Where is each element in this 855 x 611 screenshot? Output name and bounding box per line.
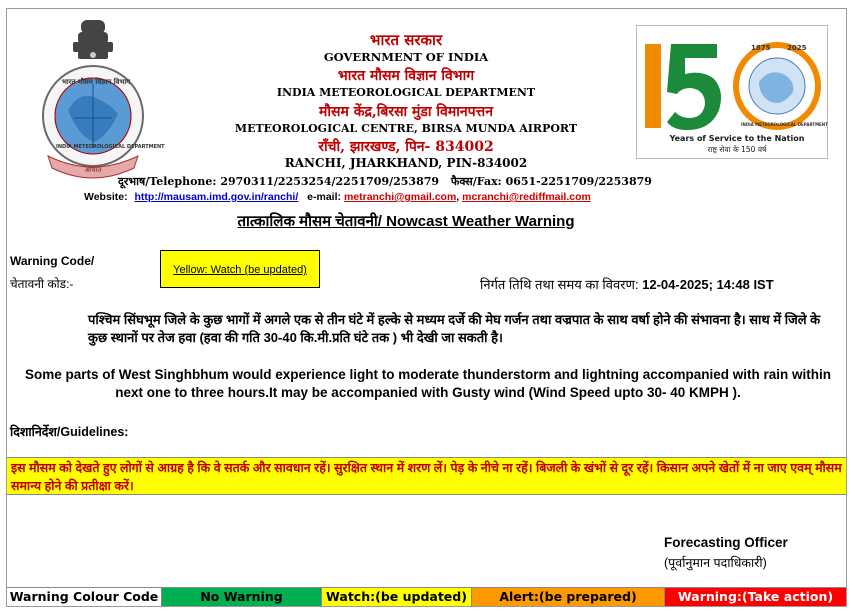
header-centre: METEOROLOGICAL CENTRE, BIRSA MUNDA AIRPORT	[234, 122, 578, 135]
logo-year-start: 1875	[751, 44, 771, 52]
legend-item-warning: Warning:(Take action)	[665, 588, 846, 606]
signature-title-hindi: (पूर्वानुमान पदाधिकारी)	[664, 556, 767, 570]
guidelines-label: दिशानिर्देश/Guidelines:	[10, 425, 129, 439]
message-english: Some parts of West Singhbhum would experience light to moderate thunderstorm and lightning accompanied with rain within next one to three hours.It may be accompanied with Gusty wind (Wind Speed upto 30- 40 KMPH ).	[24, 367, 832, 400]
imd-emblem-logo	[38, 18, 165, 180]
issue-label: निर्गत तिथि तथा समय का विवरण:	[480, 277, 639, 292]
legend-item-no-warning: No Warning	[162, 588, 322, 606]
imd-emblem-icon	[38, 18, 165, 180]
warning-code-label-hi: चेतावनी कोड:-	[10, 277, 74, 291]
header-govt-of-india: GOVERNMENT OF INDIA	[323, 50, 489, 64]
signature-title: Forecasting Officer	[664, 535, 788, 550]
legend-item-watch: Watch:(be updated)	[322, 588, 472, 606]
page-title: तात्कालिक मौसम चेतावनी/ Nowcast Weather Warning	[237, 213, 575, 230]
website-link[interactable]: http://mausam.imd.gov.in/ranchi/	[134, 191, 299, 203]
issue-time	[480, 275, 774, 293]
message-hindi: पश्चिम सिंघभूम जिले के कुछ भागों में अगले एक से तीन घंटे में हल्के से मध्यम दर्जे की मेघ गर्जन तथा वज्रपात के साथ वर्षा होने की संभावना है। साथ में जिले के कुछ स्थानों पर तेज हवा (हवा की गति 30-40 कि.मी.प्रति घंटे तक ) भी देखी जा सकती है।	[88, 312, 821, 345]
contact-line	[118, 174, 738, 189]
guidelines-text: इस मौसम को देखते हुए लोगों से आग्रह है कि वे सतर्क और सावधान रहें। सुरक्षित स्थान में शरण लें। पेड़ के नीचे ना रहें। बिजली के खंभों से दूर रहें। किसान अपने खेतों में ना जाए एवम् मौसम समान्य होने की प्रतीक्षा करें।	[7, 457, 846, 495]
header-hindi-imd: भारत मौसम विज्ञान विभाग	[337, 68, 475, 84]
logo-year-end: 2025	[787, 44, 807, 52]
email-label: e-mail:	[307, 191, 342, 203]
email-link-1[interactable]: metranchi@gmail.com	[343, 191, 457, 203]
website-label: Website:	[84, 191, 128, 203]
warning-code-label-en: Warning Code/	[10, 254, 95, 268]
logo-tagline-hindi: राष्ट्र सेवा के 150 वर्ष	[707, 145, 767, 154]
header-imd: INDIA METEOROLOGICAL DEPARTMENT	[276, 86, 536, 99]
header-address: RANCHI, JHARKHAND, PIN-834002	[284, 156, 528, 170]
telephone-label: दूरभाष/Telephone:	[118, 175, 217, 188]
emblem-banner-text: आयात	[84, 166, 102, 174]
issue-value: 12-04-2025; 14:48 IST	[642, 277, 774, 292]
legend-label: Warning Colour Code	[7, 588, 162, 606]
emblem-ring-text-hindi: भारत मौसम विज्ञान विभाग	[62, 78, 131, 86]
fax-label: फैक्स/Fax:	[450, 175, 502, 188]
header-hindi-centre: मौसम केंद्र,बिरसा मुंडा विमानपत्तन	[318, 104, 493, 120]
logo-tagline: Years of Service to the Nation	[669, 134, 805, 143]
logo-ring-text: INDIA METEOROLOGICAL DEPARTMENT	[741, 122, 828, 127]
header-hindi-address: राँची, झारखण्ड, पिन- 834002	[318, 139, 494, 155]
imd-150-logo	[636, 25, 828, 159]
web-line: Website: http://mausam.imd.gov.in/ranchi/ e-mail: metranchi@gmail.com, mcranchi@rediffmail.com	[84, 191, 591, 203]
email-link-2[interactable]: mcranchi@rediffmail.com	[462, 191, 591, 203]
warning-code-value: Yellow: Watch (be updated)	[160, 250, 320, 288]
fax-value: 0651-2251709/2253879	[505, 175, 652, 188]
header-hindi-govt: भारत सरकार	[369, 31, 443, 49]
telephone-value: 2970311/2253254/2251709/253879	[220, 175, 440, 188]
emblem-ring-text: INDIA METEOROLOGICAL DEPARTMENT	[56, 144, 165, 150]
legend-item-alert: Alert:(be prepared)	[472, 588, 665, 606]
